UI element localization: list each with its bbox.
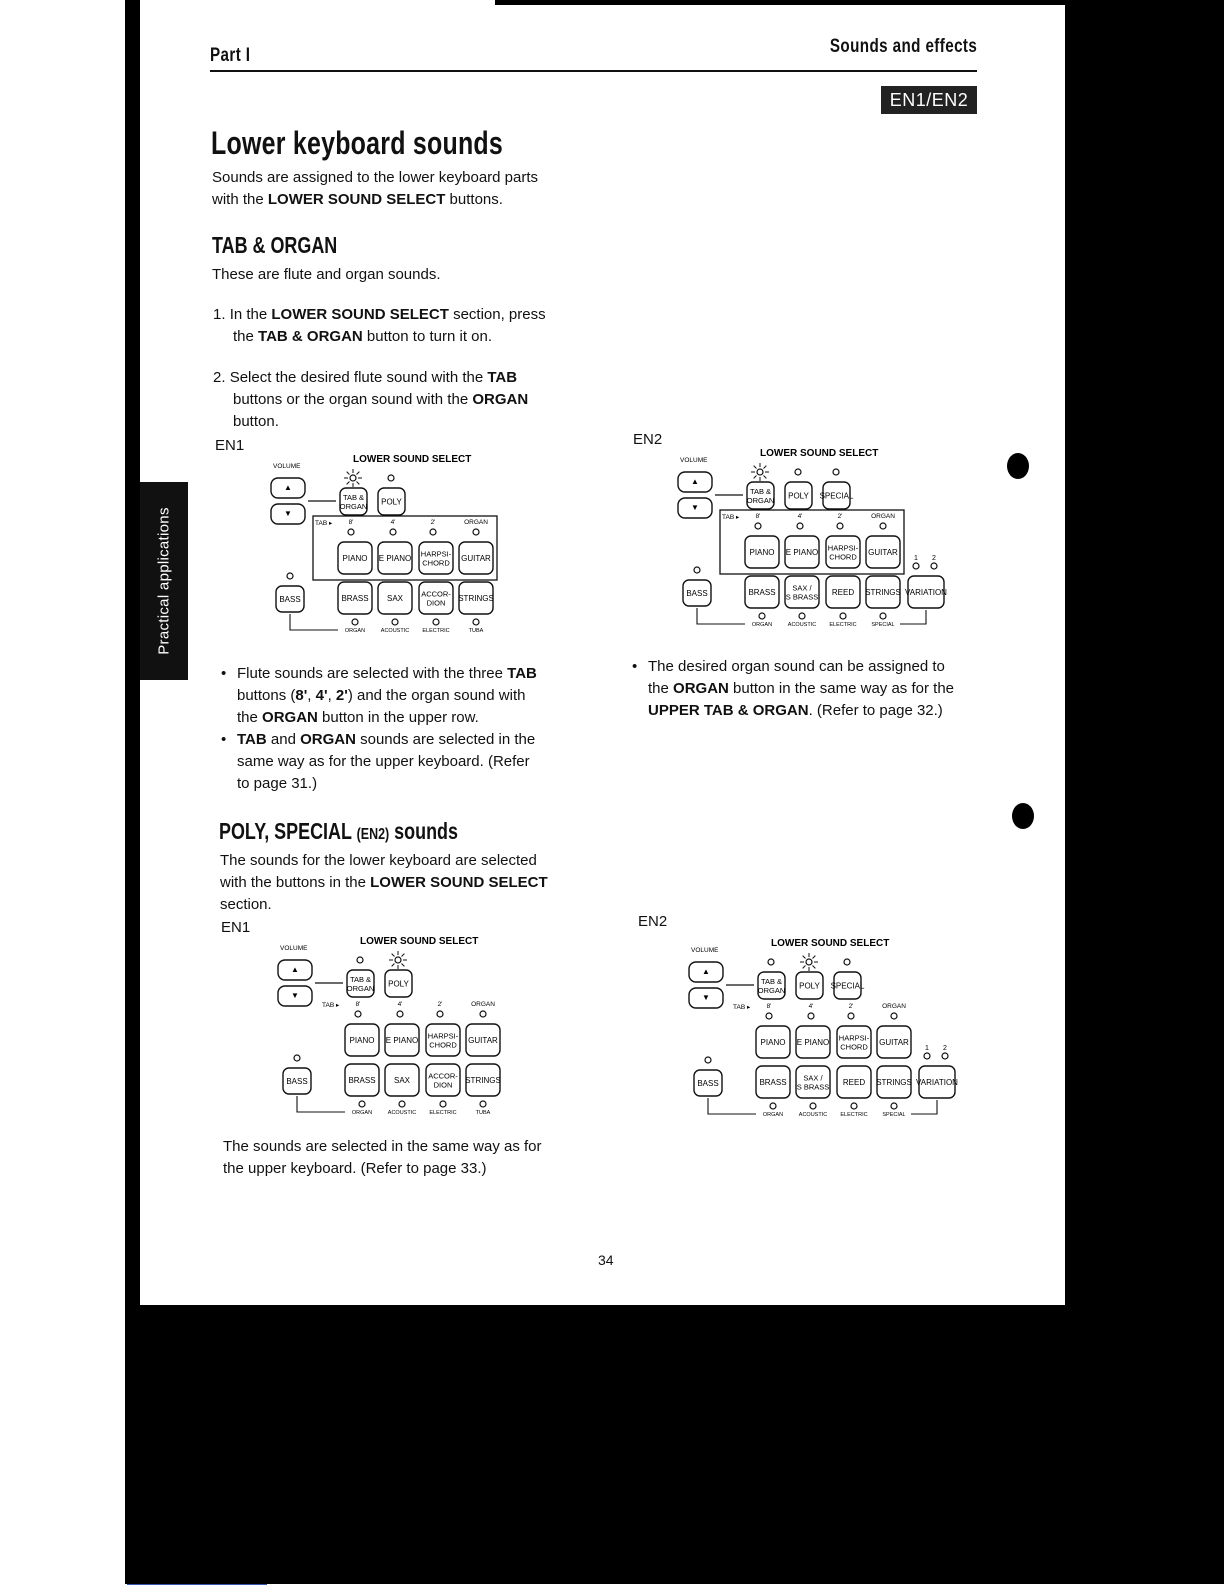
intro-text [212,167,592,211]
row1-sound-button [837,1026,871,1058]
row2-sound-button [458,582,494,614]
tab-mark-label: 4' [397,1001,403,1008]
led-indicator [844,959,850,965]
svg-text:ORGAN: ORGAN [757,986,786,995]
led-indicator [430,529,436,535]
svg-text:▼: ▼ [691,503,699,512]
row1-sound-button [756,1026,790,1058]
row1-sound-button [338,542,372,574]
led-indicator [480,1011,486,1017]
bottom-group-label: ACOUSTIC [387,1110,417,1116]
bass-button [694,1070,722,1096]
row1-sound-button [426,1024,460,1056]
en2-diagram-top [675,442,980,637]
bass-button [276,586,304,612]
row1-sound-button [385,1024,419,1056]
row1-sound-button [378,542,412,574]
row1-sound-button [745,536,779,568]
top-sound-button [820,482,854,509]
side-tab [140,482,188,680]
bullet-list-left [219,663,579,795]
top-sound-button [340,488,368,515]
svg-text:POLY: POLY [799,981,820,991]
bottom-group-label: ORGAN [344,628,366,634]
bass-bracket [290,614,338,630]
header-rule [210,70,977,72]
led-indicator [942,1053,948,1059]
row2-sound-button [785,576,819,608]
tab-mark-label: 4' [808,1003,814,1010]
svg-text:ACCOR-: ACCOR- [428,1071,458,1081]
svg-text:S BRASS: S BRASS [785,592,819,602]
row1-sound-button [785,536,819,568]
svg-text:SAX /: SAX / [803,1073,823,1083]
led-indicator [799,613,805,619]
led-indicator [392,619,398,625]
led-indicator [433,619,439,625]
bottom-group-label: ELECTRIC [422,628,450,634]
bass-bracket [708,1098,756,1114]
svg-text:ACCOR-: ACCOR- [421,589,451,599]
svg-text:SAX /: SAX / [792,583,812,593]
lower-sound-select-label: LOWER SOUND SELECT [760,448,879,459]
tab-arrow-label: TAB ▸ [733,1004,751,1011]
led-indicator [755,523,761,529]
svg-text:S BRASS: S BRASS [796,1082,830,1092]
row2-sound-button [756,1066,790,1098]
svg-text:CHORD: CHORD [840,1042,868,1052]
bass-button [683,580,711,606]
variation-button [916,1066,958,1098]
volume-rocker [278,960,312,1006]
led-indicator [440,1101,446,1107]
tab-organ-desc: These are flute and organ sounds. [212,266,441,283]
svg-text:E PIANO: E PIANO [796,1038,830,1047]
volume-label: VOLUME [680,457,708,464]
volume-rocker [678,472,712,518]
led-indicator [913,563,919,569]
top-sound-button [747,482,775,509]
svg-text:REED: REED [831,588,855,597]
svg-text:▲: ▲ [284,483,292,492]
svg-text:STRINGS: STRINGS [876,1078,912,1087]
led-indicator [851,1103,857,1109]
page-title: Lower keyboard sounds [211,125,504,161]
lower-sound-select-label: LOWER SOUND SELECT [353,454,472,465]
led-indicator [840,613,846,619]
led-indicator [388,475,394,481]
led-indicator [437,1011,443,1017]
svg-text:E PIANO: E PIANO [785,548,819,557]
poly-text: The sounds for the lower keyboard are selected with the buttons in the LOWER SOUND SELECT section. [220,852,548,913]
svg-text:REED: REED [842,1078,866,1087]
row1-sound-button [826,536,860,568]
row2-sound-button [796,1066,830,1098]
intro-line-1: Sounds are assigned to the lower keyboard parts [212,169,539,186]
tab-organ-heading: TAB & ORGAN [212,232,338,258]
bottom-group-label: ACOUSTIC [787,622,817,628]
led-indicator [880,613,886,619]
svg-text:TAB &: TAB & [349,975,372,984]
svg-text:PIANO: PIANO [349,1036,375,1045]
led-indicator [348,529,354,535]
row2-sound-button [837,1066,871,1098]
led-indicator [806,959,812,965]
binding-hole [1012,803,1034,829]
led-indicator [837,523,843,529]
tab-mark-label: 8' [348,519,354,526]
row1-sound-button [866,536,900,568]
svg-text:PIANO: PIANO [342,554,368,563]
tab-mark-label: ORGAN [464,519,488,526]
svg-text:DION: DION [426,598,446,608]
led-indicator [399,1101,405,1107]
tab-mark-label: 4' [390,519,396,526]
svg-text:E PIANO: E PIANO [378,554,412,563]
row2-sound-button [338,582,372,614]
tab-mark-label: 8' [355,1001,361,1008]
led-indicator [880,523,886,529]
row2-sound-button [419,582,453,614]
row1-sound-button [419,542,453,574]
en1-diagram-top [268,448,508,643]
svg-text:VARIATION: VARIATION [916,1078,958,1087]
tab-mark-label: ORGAN [882,1003,906,1010]
variation-mark: 1 [914,555,918,562]
svg-text:E PIANO: E PIANO [385,1036,419,1045]
row1-sound-button [459,542,493,574]
bottom-group-label: ORGAN [751,622,773,628]
svg-text:CHORD: CHORD [429,1040,457,1050]
svg-text:SPECIAL: SPECIAL [819,491,854,501]
bass-bracket [697,608,745,624]
led-indicator [294,1055,300,1061]
led-indicator [931,563,937,569]
svg-text:TAB &: TAB & [342,493,365,502]
svg-text:PIANO: PIANO [749,548,775,557]
svg-text:STRINGS: STRINGS [465,1076,501,1085]
variation-mark: 1 [925,1045,929,1052]
row2-sound-button [385,1064,419,1096]
variation-button [905,576,947,608]
svg-text:GUITAR: GUITAR [468,1036,498,1045]
row2-sound-button [426,1064,460,1096]
svg-text:BASS: BASS [279,595,301,604]
page-number: 34 [598,1252,614,1268]
variation-bracket [900,610,926,624]
volume-rocker [689,962,723,1008]
led-indicator [757,469,763,475]
led-indicator [390,529,396,535]
svg-text:BASS: BASS [697,1079,719,1088]
side-tab-label: Practical applications [155,507,173,655]
tab-mark-label: ORGAN [471,1001,495,1008]
svg-text:ORGAN: ORGAN [746,496,775,505]
svg-text:POLY: POLY [381,497,402,507]
svg-text:PIANO: PIANO [760,1038,786,1047]
row1-sound-button [345,1024,379,1056]
binding-hole [1007,453,1029,479]
row2-sound-button [876,1066,912,1098]
svg-text:BRASS: BRASS [748,588,776,597]
svg-text:HARPSI-: HARPSI- [838,1033,870,1043]
tab-mark-label: 2' [837,513,843,520]
svg-text:DION: DION [433,1080,453,1090]
svg-text:BASS: BASS [686,589,708,598]
svg-text:▼: ▼ [291,991,299,1000]
bass-bracket [297,1096,345,1112]
svg-text:ORGAN: ORGAN [339,502,368,511]
svg-text:ORGAN: ORGAN [346,984,375,993]
part-label: Part I [210,45,251,66]
svg-text:CHORD: CHORD [422,558,450,568]
lower-sound-select-label: LOWER SOUND SELECT [360,936,479,947]
variation-mark: 2 [932,555,936,562]
section-label: Sounds and effects [829,36,977,57]
volume-rocker [271,478,305,524]
led-indicator [395,957,401,963]
svg-text:STRINGS: STRINGS [865,588,901,597]
row1-sound-button [466,1024,500,1056]
top-sound-button [785,482,812,509]
svg-text:▲: ▲ [291,965,299,974]
top-sound-button [347,970,375,997]
tab-mark-label: ORGAN [871,513,895,520]
bottom-group-label: TUBA [468,628,484,634]
led-indicator [770,1103,776,1109]
svg-text:TAB &: TAB & [749,487,772,496]
svg-text:TAB &: TAB & [760,977,783,986]
poly-heading: POLY, SPECIAL (EN2) sounds [219,818,458,844]
step-1: 1. In the LOWER SOUND SELECT section, press the TAB & ORGAN button to turn it on. [213,306,546,345]
svg-text:HARPSI-: HARPSI- [427,1031,459,1041]
en2-label-top: EN2 [633,431,663,448]
led-indicator [766,1013,772,1019]
led-indicator [352,619,358,625]
led-indicator [355,1011,361,1017]
svg-text:POLY: POLY [788,491,809,501]
svg-text:▲: ▲ [691,477,699,486]
svg-text:SAX: SAX [393,1076,411,1085]
volume-label: VOLUME [273,463,301,470]
row1-sound-button [796,1026,830,1058]
bottom-group-label: ELECTRIC [829,622,857,628]
poly-closing: The sounds are selected in the same way as for the upper keyboard. (Refer to page 33.) [223,1138,542,1177]
svg-text:▼: ▼ [702,993,710,1002]
variation-mark: 2 [943,1045,947,1052]
model-badge: EN1/EN2 [881,86,977,114]
bass-button [283,1068,311,1094]
led-indicator [705,1057,711,1063]
tab-mark-label: 2' [437,1001,443,1008]
led-indicator [808,1013,814,1019]
svg-text:BASS: BASS [286,1077,308,1086]
led-indicator [287,573,293,579]
led-indicator [833,469,839,475]
row1-sound-button [877,1026,911,1058]
svg-text:HARPSI-: HARPSI- [420,549,452,559]
tab-mark-label: 8' [766,1003,772,1010]
step-2: 2. Select the desired flute sound with the TAB buttons or the organ sound with the ORGAN button. [213,369,529,430]
row2-sound-button [826,576,860,608]
row2-sound-button [378,582,412,614]
top-sound-button [796,972,823,999]
svg-text:POLY: POLY [388,979,409,989]
svg-text:SAX: SAX [386,594,404,603]
led-indicator [473,529,479,535]
led-indicator [759,613,765,619]
bottom-group-label: SPECIAL [882,1112,906,1118]
row2-sound-button [745,576,779,608]
led-indicator [810,1103,816,1109]
en1-label-top: EN1 [215,437,245,454]
en2-diagram-bottom [686,932,991,1122]
row2-sound-button [865,576,901,608]
tab-mark-label: 8' [755,513,761,520]
svg-text:CHORD: CHORD [829,552,857,562]
tab-arrow-label: TAB ▸ [315,520,333,527]
top-sound-button [385,970,412,997]
bottom-group-label: ORGAN [351,1110,373,1116]
svg-text:HARPSI-: HARPSI- [827,543,859,553]
svg-text:BRASS: BRASS [341,594,369,603]
en2-label-bottom: EN2 [638,913,668,930]
bullet-item: • Flute sounds are selected with the three TAB buttons (8', 4', 2') and the organ sound with the ORGAN button in the upper row. [221,665,537,726]
volume-label: VOLUME [280,945,308,952]
bottom-group-label: TUBA [475,1110,491,1116]
row2-sound-button [345,1064,379,1096]
variation-bracket [911,1100,937,1114]
lower-sound-select-label: LOWER SOUND SELECT [771,938,890,949]
led-indicator [795,469,801,475]
svg-text:GUITAR: GUITAR [461,554,491,563]
led-indicator [397,1011,403,1017]
led-indicator [480,1101,486,1107]
led-indicator [694,567,700,573]
svg-text:STRINGS: STRINGS [458,594,494,603]
led-indicator [357,957,363,963]
top-sound-button [831,972,865,999]
led-indicator [891,1013,897,1019]
led-indicator [924,1053,930,1059]
led-indicator [891,1103,897,1109]
led-indicator [359,1101,365,1107]
en1-label-bottom: EN1 [221,919,251,936]
svg-text:▲: ▲ [702,967,710,976]
svg-text:GUITAR: GUITAR [868,548,898,557]
bullet-right: • The desired organ sound can be assigned to the ORGAN button in the same way as for the UPPER TAB & ORGAN. (Refer to page 32.) [632,658,954,719]
bottom-group-label: ACOUSTIC [380,628,410,634]
bottom-group-label: ELECTRIC [840,1112,868,1118]
led-indicator [768,959,774,965]
tab-mark-label: 2' [848,1003,854,1010]
led-indicator [797,523,803,529]
bottom-group-label: ELECTRIC [429,1110,457,1116]
tab-arrow-label: TAB ▸ [322,1002,340,1009]
tab-mark-label: 4' [797,513,803,520]
svg-text:BRASS: BRASS [348,1076,376,1085]
svg-text:▼: ▼ [284,509,292,518]
row2-sound-button [465,1064,501,1096]
top-sound-button [758,972,786,999]
intro-line-2: with the LOWER SOUND SELECT buttons. [212,191,503,208]
svg-text:BRASS: BRASS [759,1078,787,1087]
bottom-group-label: ORGAN [762,1112,784,1118]
svg-text:SPECIAL: SPECIAL [830,981,865,991]
svg-text:GUITAR: GUITAR [879,1038,909,1047]
bottom-group-label: ACOUSTIC [798,1112,828,1118]
bullet-item: • TAB and ORGAN sounds are selected in the same way as for the upper keyboard. (Refer to page 31.) [221,731,536,792]
top-sound-button [378,488,405,515]
left-margin [0,0,125,1584]
bottom-group-label: SPECIAL [871,622,895,628]
svg-text:VARIATION: VARIATION [905,588,947,597]
led-indicator [473,619,479,625]
led-indicator [848,1013,854,1019]
tab-mark-label: 2' [430,519,436,526]
volume-label: VOLUME [691,947,719,954]
en1-diagram-bottom [275,930,515,1120]
led-indicator [350,475,356,481]
tab-arrow-label: TAB ▸ [722,514,740,521]
